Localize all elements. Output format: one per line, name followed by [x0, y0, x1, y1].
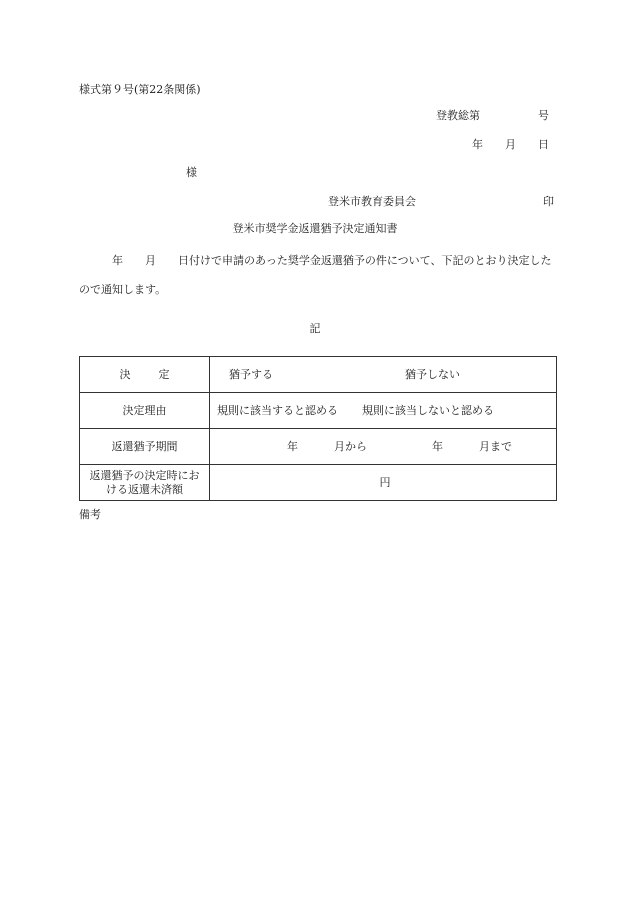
period-end-year: 年 [432, 439, 443, 453]
seal-mark: 印 [543, 195, 554, 208]
issuer-name: 登米市教育委員会 [328, 195, 416, 208]
body-month: 月 [145, 254, 156, 267]
period-end-month: 月まで [479, 439, 512, 453]
addressee-suffix: 様 [186, 166, 197, 179]
balance-unit: 円 [379, 475, 391, 489]
document-number [436, 109, 549, 123]
document-number-prefix: 登教総第 [436, 109, 480, 122]
date-day: 日 [538, 138, 549, 151]
balance-label-line2: ける返還未済額 [106, 482, 183, 496]
option-applies: 規則に該当すると認める [217, 403, 338, 417]
decision-value-cell [210, 357, 557, 393]
form-number: 様式第９号(第22条関係) [79, 83, 201, 96]
remarks-label: 備考 [79, 508, 101, 521]
body-text: 日付けで申請のあった奨学金返還猶予の件について、下記のとおり決定したので通知します。 [79, 254, 552, 296]
table-row [80, 393, 557, 429]
decision-label-b: 定 [158, 367, 170, 381]
document-title: 登米市奨学金返還猶予決定通知書 [232, 222, 398, 235]
decision-table [79, 356, 557, 501]
reason-label-cell [80, 393, 210, 429]
balance-value-cell [210, 465, 557, 501]
balance-label-cell [80, 465, 210, 501]
option-not-applies: 規則に該当しないと認める [362, 403, 494, 417]
option-grant: 猶予する [229, 367, 273, 381]
decision-label-a: 決 [119, 367, 131, 381]
date-month: 月 [505, 138, 516, 151]
period-start-month: 月から [334, 439, 367, 453]
table-row [80, 357, 557, 393]
body-year: 年 [112, 254, 123, 267]
table-row [80, 429, 557, 465]
body-paragraph [79, 246, 557, 304]
ki-heading: 記 [309, 322, 321, 335]
period-value-cell [210, 429, 557, 465]
option-deny: 猶予しない [405, 367, 460, 381]
reason-value-cell [210, 393, 557, 429]
issue-date [472, 138, 549, 152]
period-label: 返還猶予期間 [111, 439, 178, 453]
period-start-year: 年 [287, 439, 298, 453]
document-number-suffix: 号 [538, 109, 549, 122]
date-year: 年 [472, 138, 483, 151]
period-label-cell [80, 429, 210, 465]
table-row [80, 465, 557, 501]
reason-label: 決定理由 [122, 403, 167, 417]
decision-label-cell [80, 357, 210, 393]
balance-label-line1: 返還猶予の決定時にお [89, 468, 200, 482]
